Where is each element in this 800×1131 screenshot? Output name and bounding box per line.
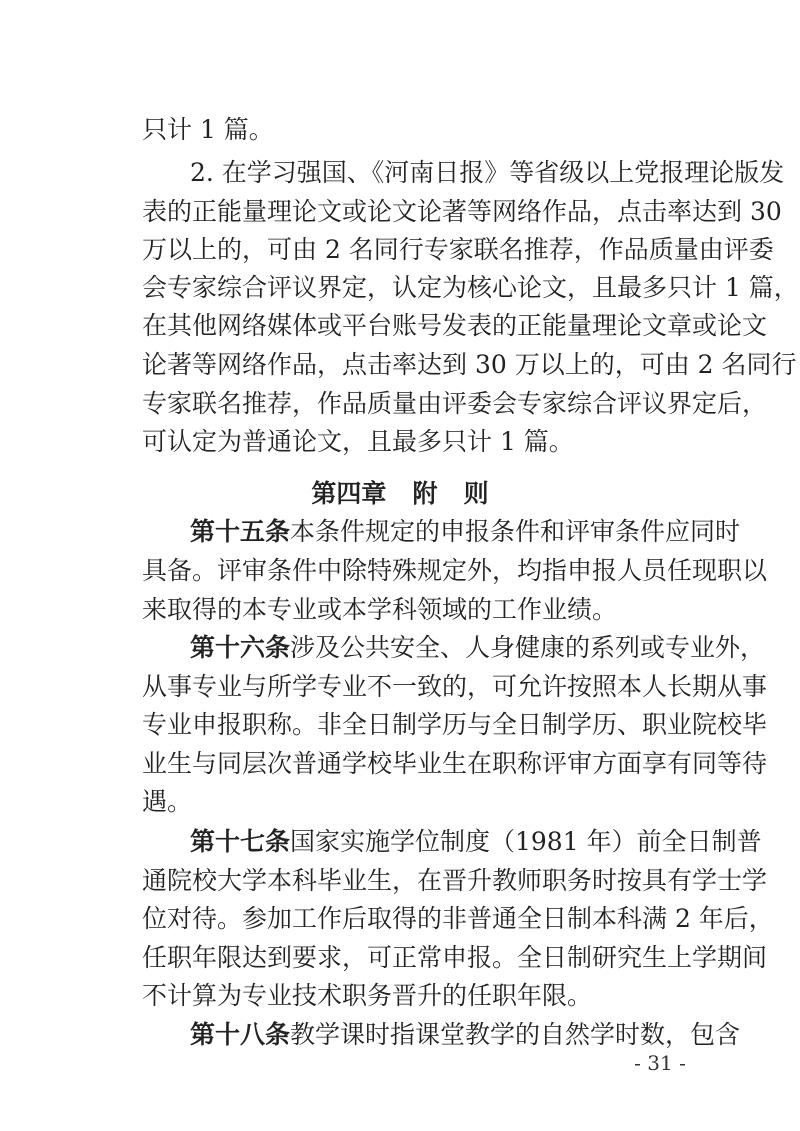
text-line bbox=[0, 306, 800, 346]
article-label: 第十六条 bbox=[190, 633, 291, 662]
paragraph-text: 2. 在学习强国、《河南日报》等省级以上党报理论版发 bbox=[190, 158, 785, 187]
article-label: 第十七条 bbox=[190, 827, 291, 856]
article-text: 不计算为专业技术职务晋升的任职年限。 bbox=[142, 981, 593, 1010]
text-line bbox=[0, 422, 800, 462]
article-text: 具备。评审条件中除特殊规定外，均指申报人员任现职以 bbox=[142, 556, 768, 585]
text-line bbox=[0, 268, 800, 308]
article-text: 来取得的本专业或本学科领域的工作业绩。 bbox=[142, 595, 618, 624]
article-label: 第十八条 bbox=[190, 1020, 291, 1049]
text-line bbox=[0, 667, 800, 707]
paragraph-text: 论著等网络作品，点击率达到 30 万以上的，可由 2 名同行 bbox=[142, 350, 797, 379]
article-text: 任职年限达到要求，可正常申报。全日制研究生上学期间 bbox=[142, 943, 768, 972]
paragraph-text: 表的正能量理论文或论文论著等网络作品，点击率达到 30 bbox=[142, 197, 782, 226]
text-line bbox=[0, 899, 800, 939]
text-line bbox=[0, 153, 800, 193]
text-line bbox=[0, 230, 800, 270]
paragraph-text: 在其他网络媒体或平台账号发表的正能量理论文章或论文 bbox=[142, 311, 768, 340]
article-text: 专业申报职称。非全日制学历与全日制学历、职业院校毕 bbox=[142, 710, 768, 739]
text-line bbox=[0, 384, 800, 424]
text-line bbox=[0, 782, 800, 822]
text-line bbox=[0, 938, 800, 978]
paragraph-text: 只计 1 篇。 bbox=[142, 115, 274, 144]
article-text: 国家实施学位制度（1981 年）前全日制普 bbox=[290, 827, 762, 856]
article-text: 从事专业与所学专业不一致的，可允许按照本人长期从事 bbox=[142, 672, 768, 701]
paragraph-text: 可认定为普通论文，且最多只计 1 篇。 bbox=[142, 427, 574, 456]
article-first-line bbox=[0, 628, 800, 668]
article-text: 业生与同层次普通学校毕业生在职称评审方面享有同等待 bbox=[142, 749, 768, 778]
article-text: 本条件规定的申报条件和评审条件应同时 bbox=[290, 517, 741, 546]
text-line bbox=[0, 861, 800, 901]
article-label: 第十五条 bbox=[190, 517, 291, 546]
article-text: 位对待。参加工作后取得的非普通全日制本科满 2 年后， bbox=[142, 904, 774, 933]
text-line bbox=[0, 705, 800, 745]
article-text: 教学课时指课堂教学的自然学时数，包含 bbox=[290, 1020, 741, 1049]
text-line bbox=[0, 345, 800, 385]
paragraph-text: 专家联名推荐，作品质量由评委会专家综合评议界定后， bbox=[142, 389, 768, 418]
article-first-line bbox=[0, 822, 800, 862]
text-line bbox=[0, 110, 800, 150]
article-first-line bbox=[0, 512, 800, 552]
article-text: 通院校大学本科毕业生，在晋升教师职务时按具有学士学 bbox=[142, 866, 768, 895]
page-number: - 31 - bbox=[634, 1051, 686, 1075]
text-line bbox=[0, 976, 800, 1016]
text-line bbox=[0, 551, 800, 591]
chapter-heading: 第四章 附 则 bbox=[311, 479, 489, 508]
article-text: 涉及公共安全、人身健康的系列或专业外， bbox=[290, 633, 766, 662]
text-line bbox=[0, 590, 800, 630]
article-text: 遇。 bbox=[142, 787, 193, 816]
paragraph-text: 万以上的，可由 2 名同行专家联名推荐，作品质量由评委 bbox=[142, 235, 774, 264]
text-line bbox=[0, 744, 800, 784]
paragraph-text: 会专家综合评议界定，认定为核心论文，且最多只计 1 篇， bbox=[142, 273, 799, 302]
text-line bbox=[0, 192, 800, 232]
